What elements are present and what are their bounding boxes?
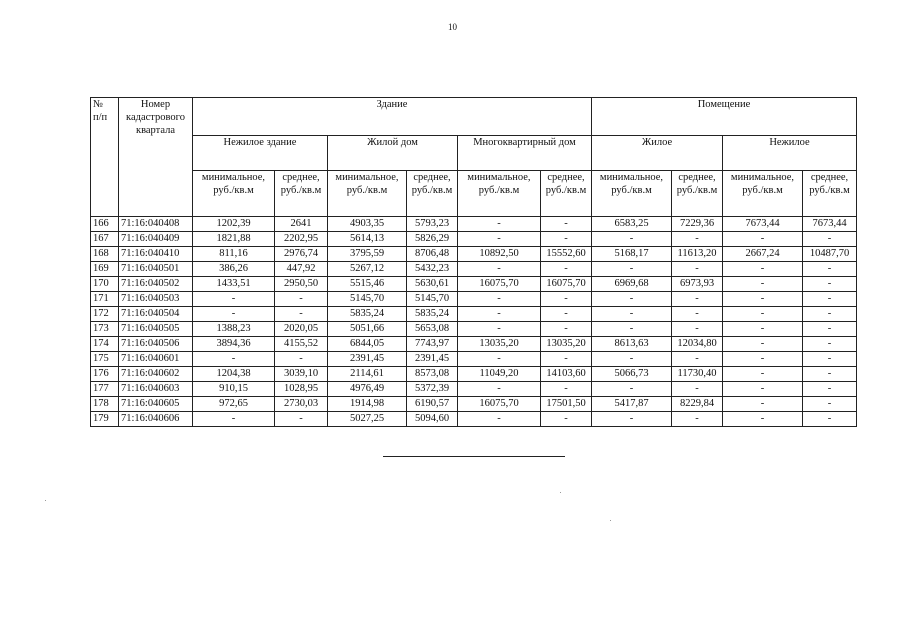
cell-nonres-building-min: 811,16 xyxy=(193,247,275,262)
cell-residential-min: 6969,68 xyxy=(592,277,672,292)
cell-cadastral-quarter: 71:16:040409 xyxy=(119,232,193,247)
cell-cadastral-quarter: 71:16:040605 xyxy=(119,397,193,412)
cell-house-avg: 5826,29 xyxy=(407,232,458,247)
cell-row-number: 167 xyxy=(91,232,119,247)
cell-residential-min: - xyxy=(592,322,672,337)
table-row xyxy=(91,367,857,382)
cell-house-avg: 5372,39 xyxy=(407,382,458,397)
table-body xyxy=(91,217,857,427)
cell-apartment-min: 11049,20 xyxy=(458,367,541,382)
cell-nonresidential-avg: - xyxy=(803,277,857,292)
cell-cadastral-quarter: 71:16:040506 xyxy=(119,337,193,352)
cell-apartment-min: - xyxy=(458,382,541,397)
cadastral-value-table xyxy=(90,97,857,427)
cell-apartment-avg: - xyxy=(541,352,592,367)
table-row xyxy=(91,412,857,427)
cell-house-min: 5027,25 xyxy=(328,412,407,427)
cell-nonresidential-avg: 10487,70 xyxy=(803,247,857,262)
cell-residential-avg: 11613,20 xyxy=(672,247,723,262)
cell-apartment-avg: - xyxy=(541,292,592,307)
scan-speck xyxy=(45,500,46,501)
cell-nonres-building-min: - xyxy=(193,352,275,367)
cell-nonres-building-min: - xyxy=(193,292,275,307)
cell-residential-avg: - xyxy=(672,292,723,307)
cell-row-number: 171 xyxy=(91,292,119,307)
header-min: минимальное, руб./кв.м xyxy=(723,171,803,217)
cell-nonres-building-min: 3894,36 xyxy=(193,337,275,352)
cell-apartment-min: 13035,20 xyxy=(458,337,541,352)
cell-nonresidential-min: - xyxy=(723,412,803,427)
cell-nonres-building-avg: 447,92 xyxy=(275,262,328,277)
cell-residential-min: - xyxy=(592,352,672,367)
cell-nonresidential-min: - xyxy=(723,262,803,277)
cell-residential-min: 5168,17 xyxy=(592,247,672,262)
cell-cadastral-quarter: 71:16:040504 xyxy=(119,307,193,322)
cell-row-number: 179 xyxy=(91,412,119,427)
cell-residential-min: - xyxy=(592,232,672,247)
cell-row-number: 175 xyxy=(91,352,119,367)
cell-nonresidential-avg: - xyxy=(803,322,857,337)
page-number: 10 xyxy=(448,22,457,32)
cell-house-avg: 5793,23 xyxy=(407,217,458,232)
cell-residential-min: - xyxy=(592,262,672,277)
cell-house-avg: 5630,61 xyxy=(407,277,458,292)
cell-house-avg: 8573,08 xyxy=(407,367,458,382)
cell-cadastral-quarter: 71:16:040602 xyxy=(119,367,193,382)
cell-apartment-min: 10892,50 xyxy=(458,247,541,262)
header-nonresidential-premises: Нежилое xyxy=(723,136,857,171)
cell-apartment-min: - xyxy=(458,232,541,247)
header-avg: среднее, руб./кв.м xyxy=(407,171,458,217)
cell-house-min: 5515,46 xyxy=(328,277,407,292)
cell-nonres-building-avg: - xyxy=(275,292,328,307)
cell-house-min: 4976,49 xyxy=(328,382,407,397)
cell-nonresidential-min: - xyxy=(723,337,803,352)
header-premises: Помещение xyxy=(592,98,857,136)
cell-residential-avg: - xyxy=(672,412,723,427)
cell-row-number: 178 xyxy=(91,397,119,412)
header-row-number: № п/п xyxy=(91,98,119,217)
cell-residential-min: - xyxy=(592,382,672,397)
cell-house-min: 5835,24 xyxy=(328,307,407,322)
header-residential-house: Жилой дом xyxy=(328,136,458,171)
cell-house-min: 5267,12 xyxy=(328,262,407,277)
table-row xyxy=(91,217,857,232)
cell-row-number: 176 xyxy=(91,367,119,382)
cell-nonresidential-avg: - xyxy=(803,382,857,397)
table-row xyxy=(91,262,857,277)
cell-residential-min: 5066,73 xyxy=(592,367,672,382)
cell-nonres-building-avg: 4155,52 xyxy=(275,337,328,352)
cell-cadastral-quarter: 71:16:040603 xyxy=(119,382,193,397)
cell-row-number: 174 xyxy=(91,337,119,352)
cell-nonresidential-min: 7673,44 xyxy=(723,217,803,232)
cell-apartment-avg: 17501,50 xyxy=(541,397,592,412)
cell-nonresidential-avg: - xyxy=(803,337,857,352)
cell-nonresidential-min: - xyxy=(723,352,803,367)
cell-residential-avg: - xyxy=(672,352,723,367)
cell-nonres-building-avg: 1028,95 xyxy=(275,382,328,397)
table-row xyxy=(91,277,857,292)
cell-nonres-building-min: 910,15 xyxy=(193,382,275,397)
cell-nonres-building-avg: 2730,03 xyxy=(275,397,328,412)
cell-nonresidential-avg: - xyxy=(803,307,857,322)
cell-apartment-min: - xyxy=(458,262,541,277)
cell-apartment-min: - xyxy=(458,292,541,307)
cell-residential-avg: 8229,84 xyxy=(672,397,723,412)
cell-nonresidential-avg: - xyxy=(803,262,857,277)
cell-nonres-building-avg: 3039,10 xyxy=(275,367,328,382)
cell-residential-avg: - xyxy=(672,307,723,322)
header-avg: среднее, руб./кв.м xyxy=(541,171,592,217)
header-avg: среднее, руб./кв.м xyxy=(803,171,857,217)
header-residential-premises: Жилое xyxy=(592,136,723,171)
cell-house-avg: 5835,24 xyxy=(407,307,458,322)
cell-nonres-building-min: - xyxy=(193,412,275,427)
cell-nonres-building-min: 1202,39 xyxy=(193,217,275,232)
cell-nonres-building-avg: - xyxy=(275,352,328,367)
cell-nonresidential-avg: - xyxy=(803,232,857,247)
cell-house-avg: 5432,23 xyxy=(407,262,458,277)
cell-nonresidential-avg: - xyxy=(803,367,857,382)
cell-nonresidential-min: - xyxy=(723,322,803,337)
cell-nonres-building-min: 1204,38 xyxy=(193,367,275,382)
cell-house-min: 4903,35 xyxy=(328,217,407,232)
cell-house-avg: 5653,08 xyxy=(407,322,458,337)
cell-nonresidential-min: - xyxy=(723,277,803,292)
cell-house-avg: 6190,57 xyxy=(407,397,458,412)
header-apartment-building: Многоквартирный дом xyxy=(458,136,592,171)
cell-nonresidential-avg: - xyxy=(803,292,857,307)
cell-cadastral-quarter: 71:16:040606 xyxy=(119,412,193,427)
cell-residential-avg: - xyxy=(672,262,723,277)
cell-house-avg: 8706,48 xyxy=(407,247,458,262)
cell-cadastral-quarter: 71:16:040408 xyxy=(119,217,193,232)
cell-cadastral-quarter: 71:16:040503 xyxy=(119,292,193,307)
cell-nonres-building-min: 386,26 xyxy=(193,262,275,277)
cell-row-number: 169 xyxy=(91,262,119,277)
cell-cadastral-quarter: 71:16:040410 xyxy=(119,247,193,262)
cell-row-number: 177 xyxy=(91,382,119,397)
cell-nonresidential-min: - xyxy=(723,382,803,397)
cell-apartment-avg: 14103,60 xyxy=(541,367,592,382)
cell-nonresidential-min: 2667,24 xyxy=(723,247,803,262)
end-rule xyxy=(383,456,565,457)
cell-nonres-building-avg: - xyxy=(275,412,328,427)
cell-apartment-avg: - xyxy=(541,382,592,397)
cell-residential-avg: 6973,93 xyxy=(672,277,723,292)
cell-apartment-avg: - xyxy=(541,307,592,322)
cell-nonresidential-min: - xyxy=(723,397,803,412)
cell-residential-avg: 11730,40 xyxy=(672,367,723,382)
cell-house-min: 1914,98 xyxy=(328,397,407,412)
scan-speck xyxy=(610,520,611,521)
cell-row-number: 173 xyxy=(91,322,119,337)
cell-residential-min: 6583,25 xyxy=(592,217,672,232)
cell-house-min: 6844,05 xyxy=(328,337,407,352)
cell-apartment-min: - xyxy=(458,322,541,337)
table-row xyxy=(91,292,857,307)
header-avg: среднее, руб./кв.м xyxy=(275,171,328,217)
cell-apartment-min: - xyxy=(458,412,541,427)
cell-nonres-building-min: - xyxy=(193,307,275,322)
cell-residential-avg: - xyxy=(672,382,723,397)
cell-nonresidential-avg: - xyxy=(803,352,857,367)
cell-apartment-min: - xyxy=(458,217,541,232)
cell-house-avg: 5094,60 xyxy=(407,412,458,427)
cell-row-number: 172 xyxy=(91,307,119,322)
cell-nonres-building-avg: 2976,74 xyxy=(275,247,328,262)
header-nonresidential-building: Нежилое здание xyxy=(193,136,328,171)
cell-nonresidential-avg: - xyxy=(803,412,857,427)
table-row xyxy=(91,322,857,337)
header-min: минимальное, руб./кв.м xyxy=(328,171,407,217)
cell-nonres-building-avg: 2641 xyxy=(275,217,328,232)
cell-nonres-building-min: 1433,51 xyxy=(193,277,275,292)
cell-apartment-min: 16075,70 xyxy=(458,397,541,412)
table-row xyxy=(91,382,857,397)
table-row xyxy=(91,247,857,262)
cell-apartment-min: - xyxy=(458,352,541,367)
cell-apartment-avg: 16075,70 xyxy=(541,277,592,292)
cell-apartment-avg: 13035,20 xyxy=(541,337,592,352)
cell-nonresidential-min: - xyxy=(723,292,803,307)
cell-cadastral-quarter: 71:16:040601 xyxy=(119,352,193,367)
cell-nonres-building-avg: 2202,95 xyxy=(275,232,328,247)
cell-row-number: 170 xyxy=(91,277,119,292)
cell-house-min: 5145,70 xyxy=(328,292,407,307)
cell-residential-min: 5417,87 xyxy=(592,397,672,412)
cell-residential-avg: 12034,80 xyxy=(672,337,723,352)
cell-apartment-avg: - xyxy=(541,412,592,427)
cell-apartment-avg: - xyxy=(541,217,592,232)
header-cadastral-quarter: Номер кадастрового квартала xyxy=(119,98,193,217)
cell-nonresidential-min: - xyxy=(723,367,803,382)
cell-row-number: 168 xyxy=(91,247,119,262)
cell-row-number: 166 xyxy=(91,217,119,232)
cell-apartment-avg: - xyxy=(541,322,592,337)
cell-house-min: 5051,66 xyxy=(328,322,407,337)
cell-house-min: 5614,13 xyxy=(328,232,407,247)
cell-apartment-avg: - xyxy=(541,232,592,247)
header-avg: среднее, руб./кв.м xyxy=(672,171,723,217)
cell-nonresidential-min: - xyxy=(723,232,803,247)
cell-house-min: 2114,61 xyxy=(328,367,407,382)
cell-residential-min: 8613,63 xyxy=(592,337,672,352)
cell-nonresidential-avg: - xyxy=(803,397,857,412)
cell-residential-avg: 7229,36 xyxy=(672,217,723,232)
header-building: Здание xyxy=(193,98,592,136)
table-row xyxy=(91,397,857,412)
header-min: минимальное, руб./кв.м xyxy=(193,171,275,217)
cell-apartment-avg: - xyxy=(541,262,592,277)
cell-house-min: 3795,59 xyxy=(328,247,407,262)
cell-residential-min: - xyxy=(592,307,672,322)
cell-house-avg: 5145,70 xyxy=(407,292,458,307)
table-row xyxy=(91,352,857,367)
cell-nonres-building-min: 1821,88 xyxy=(193,232,275,247)
cell-nonres-building-avg: - xyxy=(275,307,328,322)
table-row xyxy=(91,232,857,247)
cell-residential-avg: - xyxy=(672,232,723,247)
cell-house-min: 2391,45 xyxy=(328,352,407,367)
cell-residential-avg: - xyxy=(672,322,723,337)
cell-nonres-building-avg: 2020,05 xyxy=(275,322,328,337)
cell-nonres-building-min: 1388,23 xyxy=(193,322,275,337)
cell-nonres-building-avg: 2950,50 xyxy=(275,277,328,292)
cell-house-avg: 2391,45 xyxy=(407,352,458,367)
cell-nonresidential-min: - xyxy=(723,307,803,322)
cell-apartment-min: - xyxy=(458,307,541,322)
cell-apartment-min: 16075,70 xyxy=(458,277,541,292)
cell-cadastral-quarter: 71:16:040502 xyxy=(119,277,193,292)
header-min: минимальное, руб./кв.м xyxy=(592,171,672,217)
header-min: минимальное, руб./кв.м xyxy=(458,171,541,217)
scan-speck xyxy=(560,492,561,493)
cell-nonresidential-avg: 7673,44 xyxy=(803,217,857,232)
cell-residential-min: - xyxy=(592,292,672,307)
cell-apartment-avg: 15552,60 xyxy=(541,247,592,262)
cell-residential-min: - xyxy=(592,412,672,427)
table-row xyxy=(91,337,857,352)
cell-house-avg: 7743,97 xyxy=(407,337,458,352)
cell-nonres-building-min: 972,65 xyxy=(193,397,275,412)
table-row xyxy=(91,307,857,322)
cell-cadastral-quarter: 71:16:040505 xyxy=(119,322,193,337)
cell-cadastral-quarter: 71:16:040501 xyxy=(119,262,193,277)
